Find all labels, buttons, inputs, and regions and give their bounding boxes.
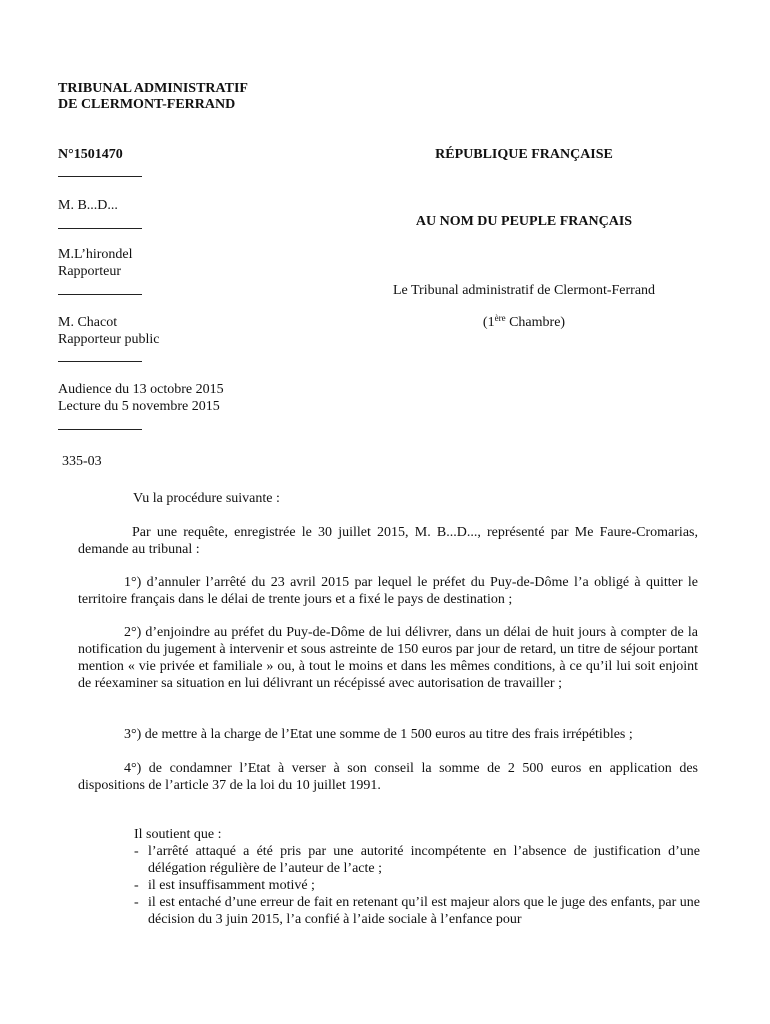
- list-item: [134, 877, 700, 894]
- court-name-line2: DE CLERMONT-FERRAND: [58, 97, 236, 112]
- separator-rule: [58, 176, 142, 177]
- separator-rule: [58, 294, 142, 295]
- request-paragraph: Par une requête, enregistrée le 30 juillet 2015, M. B...D..., représenté par Me Faure-Cromarias, demande au tribunal :: [78, 525, 698, 557]
- chamber-close: Chambre): [505, 315, 566, 330]
- republic-heading: RÉPUBLIQUE FRANÇAISE: [435, 147, 613, 162]
- bullet-dash: -: [134, 878, 139, 893]
- rapporteur-role: Rapporteur: [58, 264, 121, 279]
- case-number: N°1501470: [58, 147, 123, 162]
- party-name: M. B...D...: [58, 198, 118, 213]
- claim-paragraph-2: 2°) d’enjoindre au préfet du Puy-de-Dôme de lui délivrer, dans un délai de huit jours à compter de la notification du jugement à intervenir et sous astreinte de 150 euros par jour de retard, un titre de séjour portant mention « vie privée et familiale » ou, à tout le moins et dans les mêmes conditions, à ce qu’il lui soit enjoint de réexaminer sa situation en lui délivrant un récépissé avec autorisation de travailler ;: [78, 625, 698, 691]
- list-item: [134, 894, 700, 928]
- bullet-dash: -: [134, 895, 139, 910]
- hearing-date: Audience du 13 octobre 2015: [58, 382, 224, 397]
- argument-text: il est entaché d’une erreur de fait en retenant qu’il est majeur alors que le juge des enfants, par une décision du 3 juin 2015, l’a confié à l’aide sociale à l’enfance pour: [148, 895, 700, 927]
- chamber-ordinal: ère: [494, 313, 506, 323]
- argument-text: l’arrêté attaqué a été pris par une autorité incompétente en l’absence de justification d’une délégation régulière de l’auteur de l’acte ;: [148, 844, 700, 876]
- separator-rule: [58, 228, 142, 229]
- in-name-heading: AU NOM DU PEUPLE FRANÇAIS: [415, 214, 633, 229]
- claim-paragraph-4: 4°) de condamner l’Etat à verser à son conseil la somme de 2 500 euros en application des dispositions de l’article 37 de la loi du 10 juillet 1991.: [78, 761, 698, 793]
- claim-paragraph-1: 1°) d’annuler l’arrêté du 23 avril 2015 par lequel le préfet du Puy-de-Dôme l’a obligé à quitter le territoire français dans le délai de trente jours et a fixé le pays de destination ;: [78, 575, 698, 607]
- bullet-dash: -: [134, 844, 139, 859]
- chamber: [370, 314, 678, 331]
- arguments-list: [134, 843, 700, 928]
- list-item: [134, 843, 700, 877]
- separator-rule: [58, 361, 142, 362]
- procedure-intro: Vu la procédure suivante :: [133, 491, 280, 506]
- classification-code: 335-03: [62, 454, 102, 469]
- separator-rule: [58, 429, 142, 430]
- rapporteur-name: M.L’hirondel: [58, 247, 133, 262]
- court-name-line1: TRIBUNAL ADMINISTRATIF: [58, 81, 248, 96]
- chamber-open: (1: [482, 315, 495, 330]
- argument-text: il est insuffisamment motivé ;: [148, 878, 315, 893]
- public-rapporteur-role: Rapporteur public: [58, 332, 160, 347]
- public-rapporteur-name: M. Chacot: [58, 315, 118, 330]
- tribunal-name: Le Tribunal administratif de Clermont-Ferrand: [392, 283, 656, 298]
- argues-heading: Il soutient que :: [134, 827, 222, 842]
- claim-paragraph-3: 3°) de mettre à la charge de l’Etat une somme de 1 500 euros au titre des frais irrépétibles ;: [124, 727, 633, 742]
- reading-date: Lecture du 5 novembre 2015: [58, 399, 220, 414]
